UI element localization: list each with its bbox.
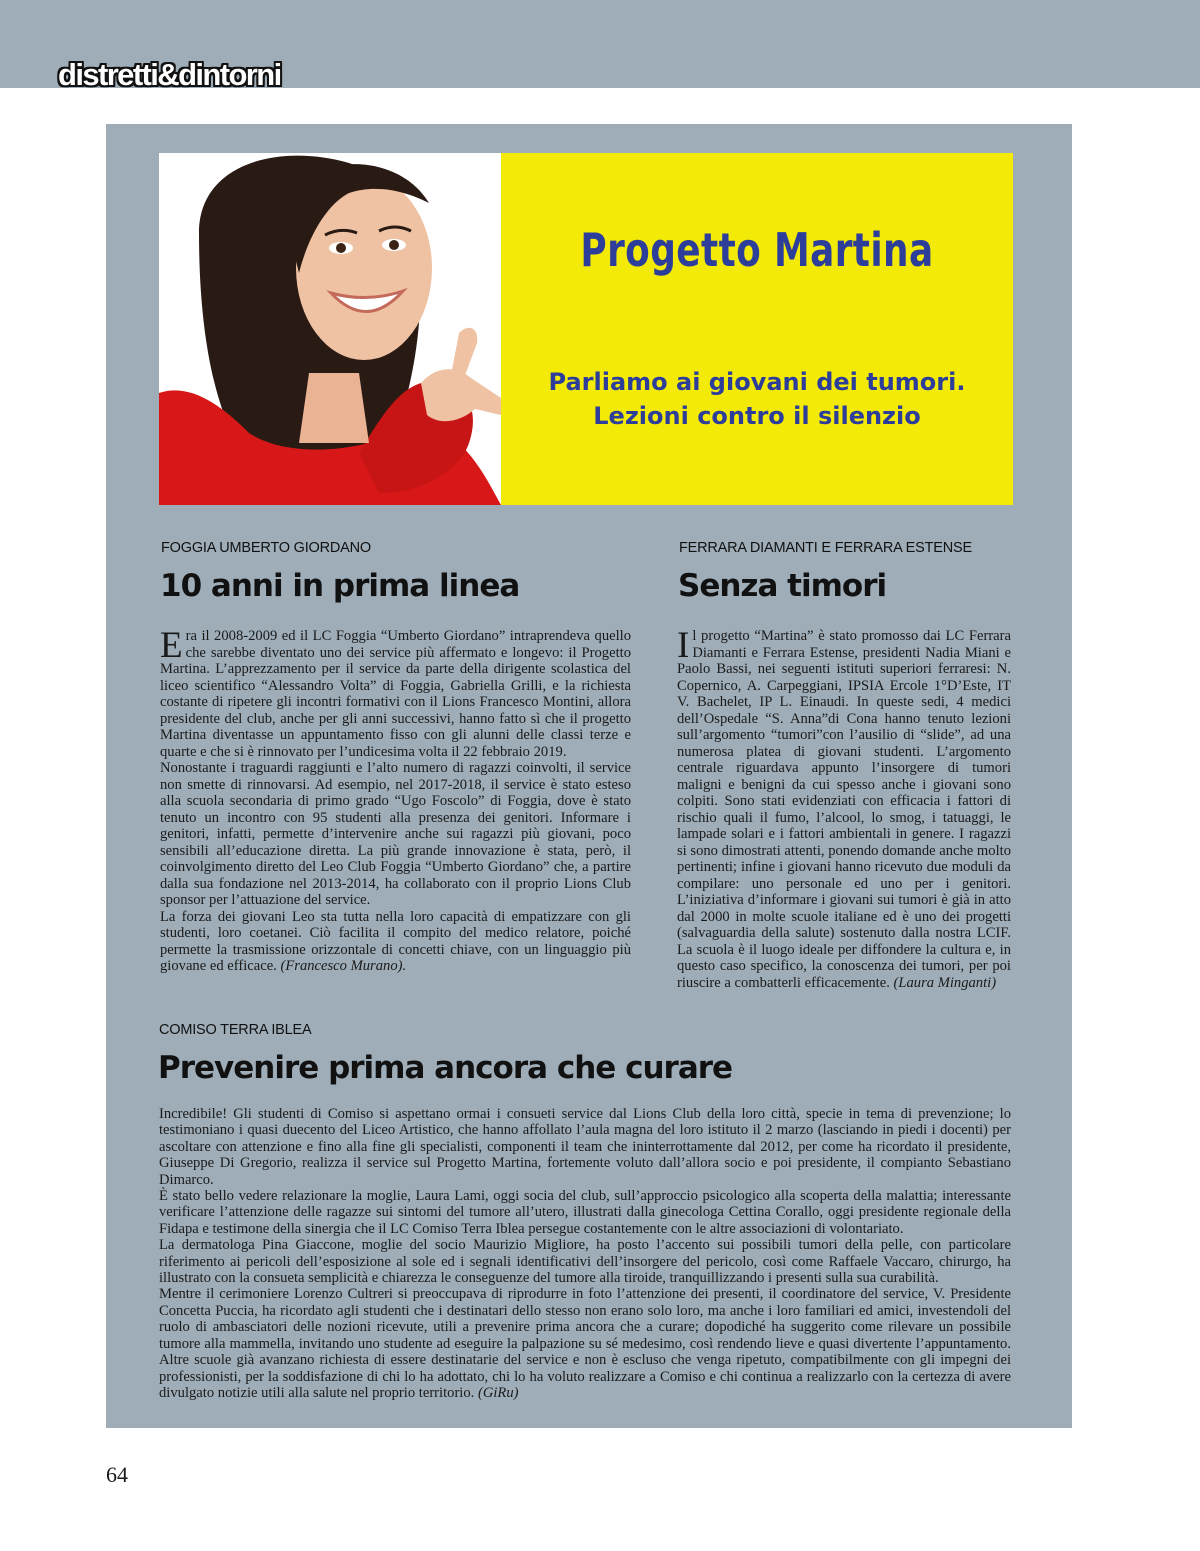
article2-dropcap: I <box>677 625 690 666</box>
article3-kicker: COMISO TERRA IBLEA <box>159 1022 312 1038</box>
hero-subtitle-line2: Lezioni contro il silenzio <box>593 402 921 430</box>
hero-subtitle-line1: Parliamo ai giovani dei tumori. <box>548 368 966 396</box>
section-logo: distretti&dintorni <box>58 57 281 92</box>
article1-signature: (Francesco Murano). <box>280 958 407 974</box>
article3-headline: Prevenire prima ancora che curare <box>158 1050 733 1086</box>
article2-kicker: FERRARA DIAMANTI E FERRARA ESTENSE <box>679 540 972 556</box>
article1-dropcap: E <box>160 625 183 666</box>
article2-paragraph: l progetto “Martina” è stato promosso dai LC Ferrara Diamanti e Ferrara Estense, presidenti Nadia Miani e Paolo Bassi, nei seguenti istituti superiori ferraresi: N. Copernico, A. Carpeggiani, IPSIA Ercole 1°D’Este, IT V. Bachelet, IP L. Einaudi. In queste sedi, 4 medici dell’Ospedale “S. Anna”di Cona hanno tenuto lezioni sull’argomento “tumori”con l’ausilio di “slide”, ad una numerosa platea di giovani studenti. L’argomento centrale riguardava appunto l’insorgere di tumori maligni e benigni da cui spesso anche i giovani sono colpiti. Sono stati evidenziati con efficacia i fattori di rischio quali il fumo, l’alcool, lo smog, i tatuaggi, le lampade solari e i fattori ambientali in genere. I ragazzi si sono dimostrati attenti, ponendo domande anche molto pertinenti; infine i giovani hanno ricevuto due moduli da compilare: uno personale ed uno per i genitori. L’iniziativa d’informare i giovani sui tumori è già in atto dal 2000 in molte scuole italiane ed è uno dei progetti (salvaguardia della salute) sostenuto dalla nostra LCIF. La scuola è il luogo ideale per diffondere la cultura e, in questo caso specifico, la conoscenza dei tumori, per poi riuscire a combatterli efficacemente. <box>677 628 1011 991</box>
article3-paragraph: È stato bello vedere relazionare la moglie, Laura Lami, oggi socia del club, sull’approccio psicologico alla scoperta della malattia; interessante verificare l’attenzione delle ragazze sui sintomi del tumore all’utero, illustrati dalla ginecologa Cettina Corallo, oggi presidente regionale della Fidapa e testimone della sinergia che il LC Comiso Terra Iblea persegue costantemente con le altre associazioni di volontariato. <box>159 1188 1011 1237</box>
article1-body <box>160 625 631 975</box>
page-number: 64 <box>106 1462 128 1487</box>
article1-kicker: FOGGIA UMBERTO GIORDANO <box>161 540 371 556</box>
hero-subtitle <box>501 365 1013 433</box>
article3-paragraph: Incredibile! Gli studenti di Comiso si aspettano ormai i consueti service dal Lions Club della loro città, specie in tema di prevenzione; lo testimoniano i quasi duecento del Liceo Artistico, che hanno affollato l’aula magna del loro istituto il 2 marzo (lasciando in piedi i docenti) per ascoltare con attenzione e fino alla fine gli specialisti, componenti il team che ininterrottamente dal 2012, per come ha ricordato il presidente, Giuseppe Di Gregorio, realizza il service sul Progetto Martina, fortemente voluto dall’allora socio e poi presidente, il compianto Sebastiano Dimarco. <box>159 1106 1011 1188</box>
article2-signature: (Laura Minganti) <box>893 974 997 991</box>
article3-body <box>159 1106 1011 1401</box>
hero-title-panel <box>501 153 1013 505</box>
article1-paragraph: ra il 2008-2009 ed il LC Foggia “Umberto Giordano” intraprendeva quello che sarebbe diventato uno dei service più affermato e longevo: il Progetto Martina. L’apprezzamento per il service da parte della dirigente scolastica del liceo scientifico “Alessandro Volta” di Foggia, Gabriella Grilli, e la richiesta costante di ripetere gli incontri formativi con il Lions Francesco Montini, allora presidente del club, anche per gli anni successivi, hanno fatto sì che il progetto Martina diventasse un appuntamento fisso con gli alunni delle classi terze e quarte e che si è rinnovato per l’undicesima volta il 22 febbraio 2019. <box>160 628 631 760</box>
article1-paragraph: Nonostante i traguardi raggiunti e l’alto numero di ragazzi coinvolti, il service non smette di rinnovarsi. Ad esempio, nel 2017-2018, il service è stato esteso alla scuola secondaria di primo grado “Ugo Foscolo” di Foggia, dove è stato tenuto un incontro con 95 studenti alla presenza dei genitori. Informare i genitori, infatti, permette d’intervenire anche sui ragazzi più giovani, poco sensibili all’educazione diretta. La più grande innovazione è stata, però, il coinvolgimento diretto del Leo Club Foggia “Umberto Giordano” che, a partire dalla sua fondazione nel 2013-2014, ha collaborato con il proprio Lions Club sponsor per l’attuazione del service. <box>160 760 631 908</box>
article3-signature: (GiRu) <box>477 1384 519 1401</box>
article1-headline: 10 anni in prima linea <box>160 568 520 604</box>
hero-banner <box>159 153 1013 505</box>
girl-pointing-illustration <box>159 153 501 505</box>
hero-title: Progetto Martina <box>580 223 934 277</box>
article3-paragraph: La dermatologa Pina Giaccone, moglie del socio Maurizio Migliore, ha posto l’accento sui possibili tumori della pelle, con particolare riferimento ai pericoli dell’esposizione al sole ed i segnali identificativi dell’insorgere del pericolo, così come Raffaele Vaccaro, chirurgo, ha illustrato con la consueta semplicità e chiarezza le conseguenze del tumore alla tiroide, tranquillizzando i presenti sulla sua curabilità. <box>159 1237 1011 1287</box>
hero-photo <box>159 153 501 505</box>
article3-paragraph: Mentre il cerimoniere Lorenzo Cultreri si preoccupava di riprodurre in foto l’attenzione dei presenti, il coordinatore del service, V. Presidente Concetta Puccia, ha ricordato agli studenti che i destinatari dello stesso non erano solo loro, ma anche i loro familiari ed amici, investendoli del ruolo di ambasciatori delle nozioni ricevute, utili a prevenire prima ancora che a curare; dopodiché ha suggerito come rilevare un possibile tumore alla mammella, invitando uno studente ad eseguire la palpazione su sé medesimo, così rendendo lieve e quasi divertente l’appuntamento. Altre scuole già avanzano richiesta di essere destinatarie del service e non è escluso che venga ripetuto, compatibilmente con gli impegni dei professionisti, per la soddisfazione di chi lo ha adottato, chi lo ha voluto realizzare a Comiso e chi continua a realizzarlo con la certezza di avere divulgato notizie utili alla salute nel proprio territorio. <box>159 1286 1011 1401</box>
article2-headline: Senza timori <box>678 568 887 604</box>
article1-paragraph: La forza dei giovani Leo sta tutta nella loro capacità di empatizzare con gli studenti, loro coetanei. Ciò facilita il compito del medico relatore, poiché permette la trasmissione orizzontale di concetti chiave, con un linguaggio più giovane ed efficace. <box>160 908 631 974</box>
article2-body <box>677 625 1011 991</box>
